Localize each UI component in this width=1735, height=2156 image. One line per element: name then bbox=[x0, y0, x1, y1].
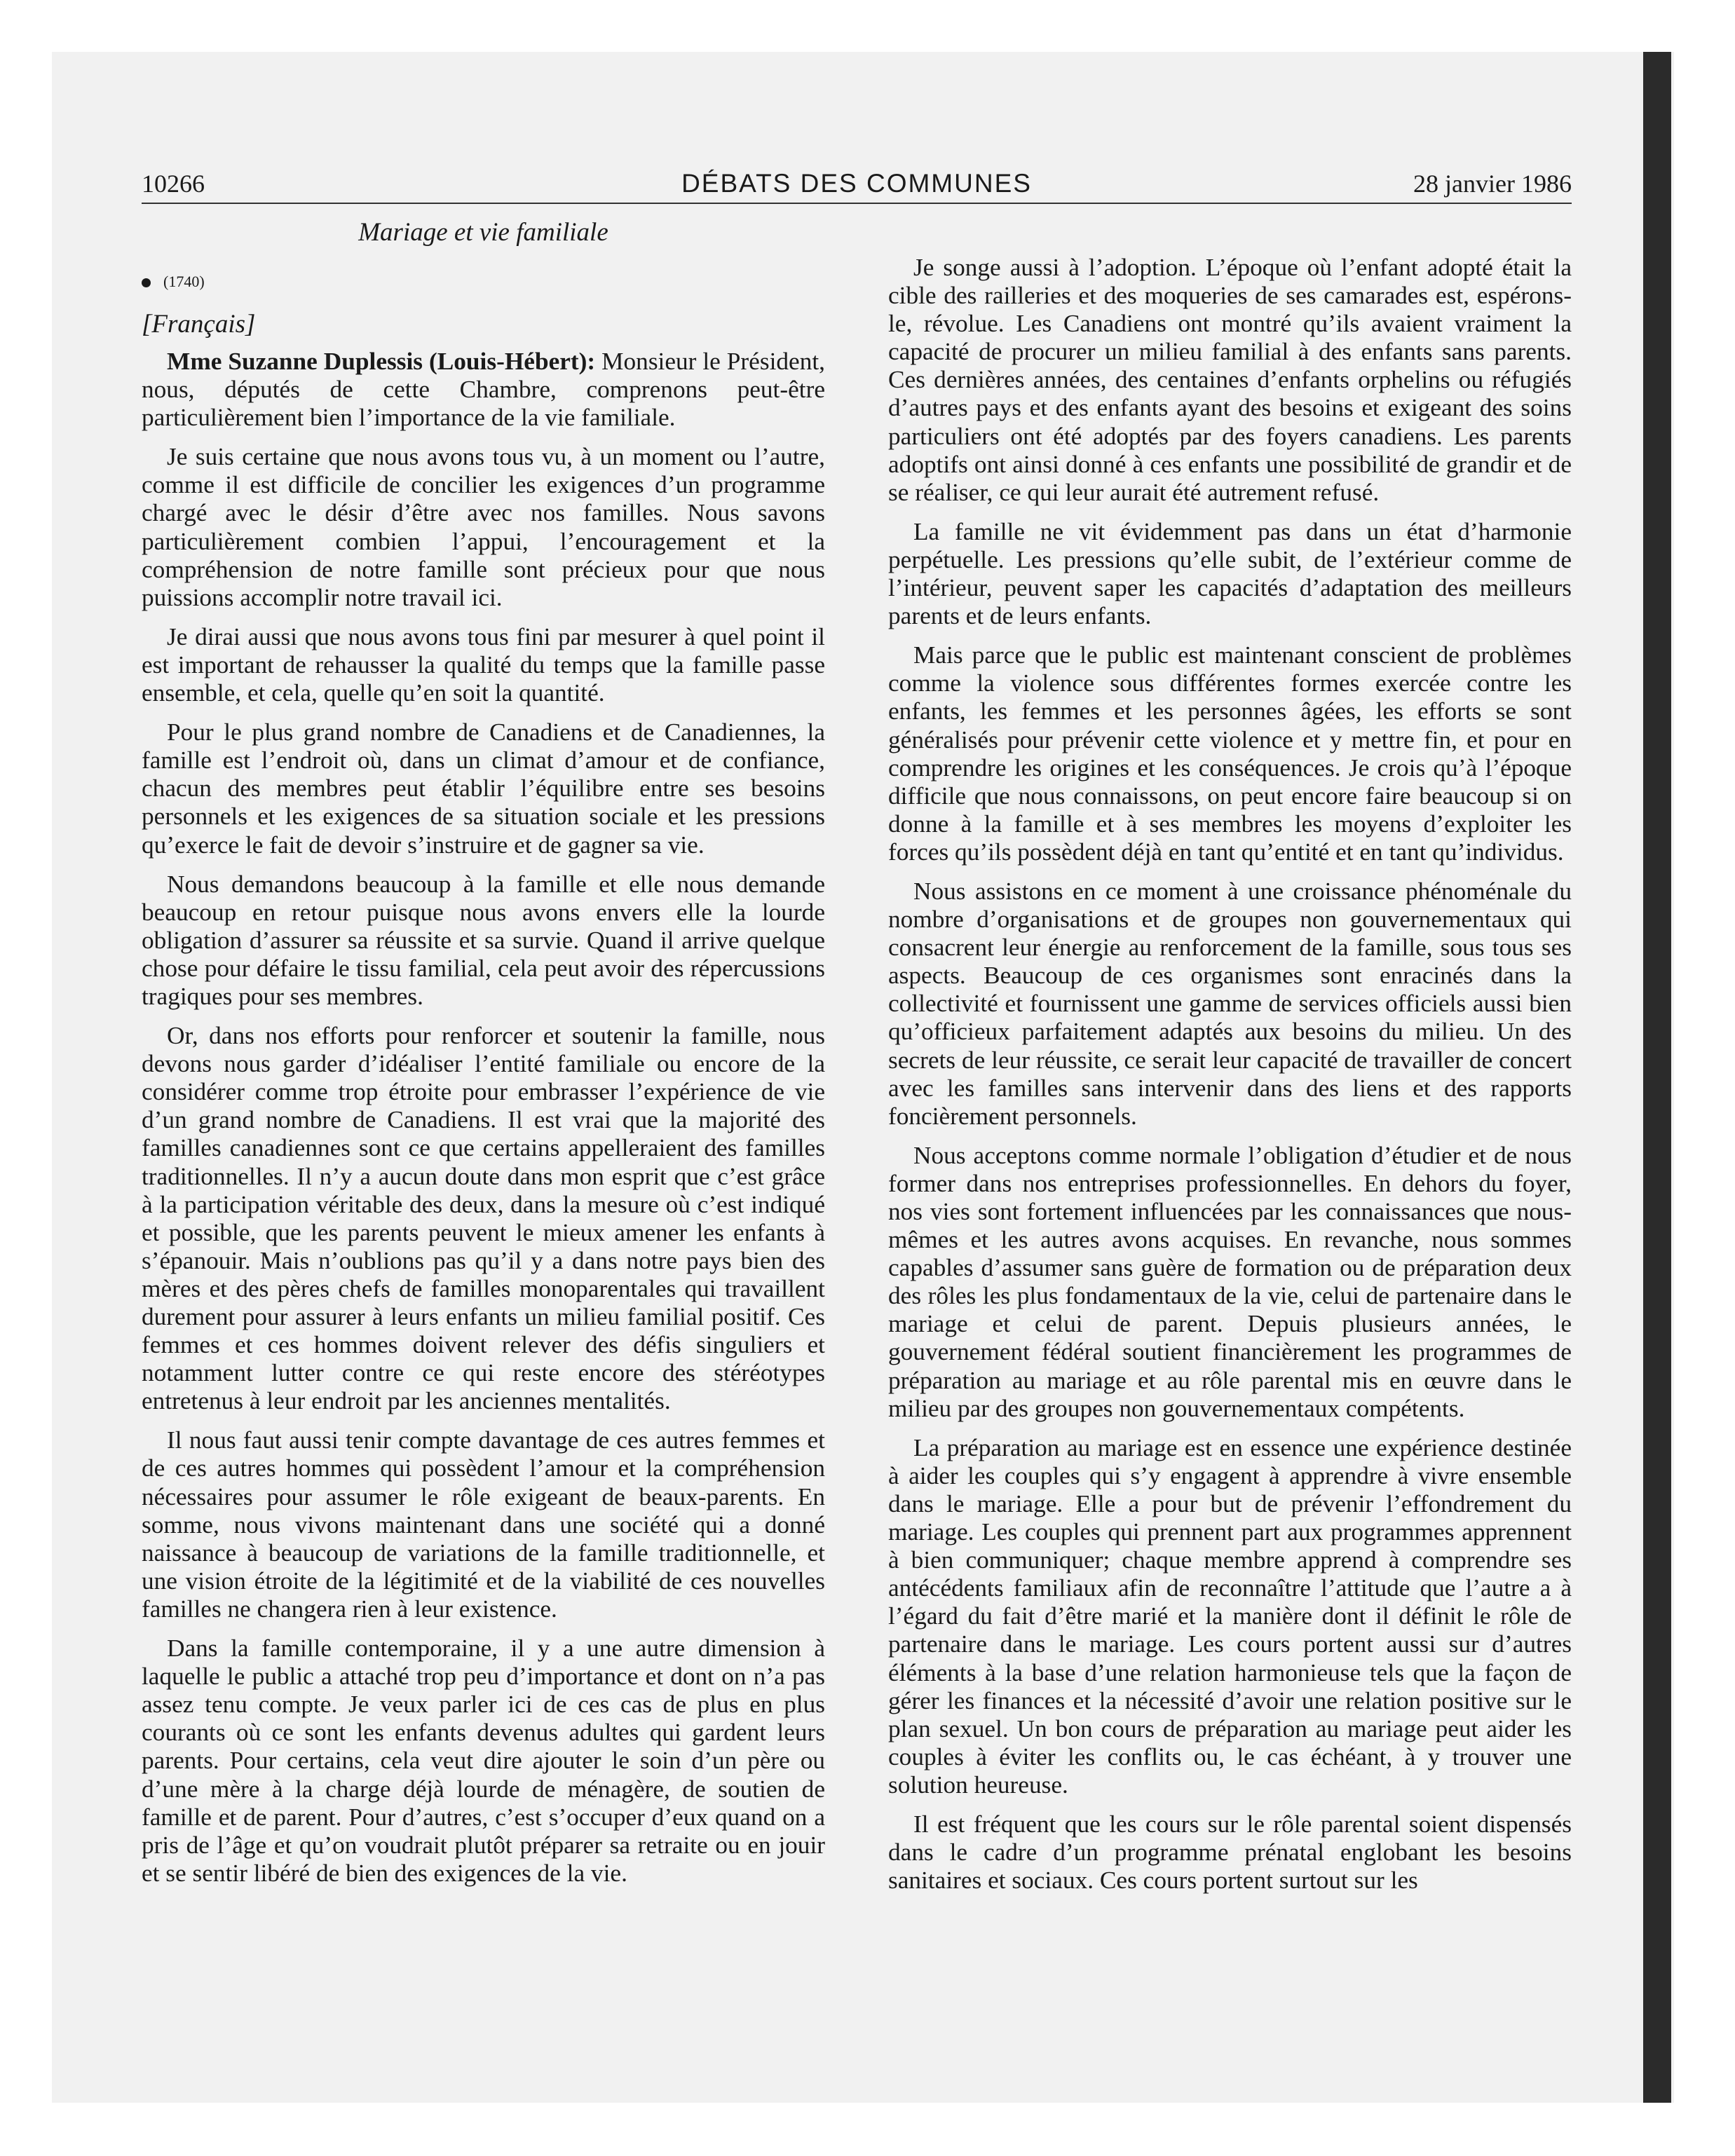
paragraph: Pour le plus grand nombre de Canadiens et de Canadiennes, la famille est l’endroit où, dans un climat d’amour et de confiance, chacun des membres peut établir l’équilibre entre ses besoins personnels et les exigences de sa situation sociale et les pressions qu’exerce le fait de devoir s’instruire et de gagner sa vie. bbox=[142, 718, 825, 859]
paragraph: Or, dans nos efforts pour renforcer et soutenir la famille, nous devons nous garder d’idéaliser l’entité familiale ou encore de la considérer comme trop étroite pour embrasser l’expérience de vie d’un grand nombre de Canadiens. Il est vrai que la majorité des familles canadiennes sont ce que certains appelleraient des familles traditionnelles. Il n’y a aucun doute dans mon esprit que c’est grâce à la participation véritable des deux, dans la mesure où c’est indiqué et possible, que les parents peuvent le mieux amener les enfants à s’épanouir. Mais n’oublions pas qu’il y a dans notre pays bien des mères et des pères chefs de familles monoparentales qui travaillent durement pour assurer à leurs enfants un milieu familial positif. Ces femmes et ces hommes doivent relever des défis singuliers et notamment lutter contre ce qui reste encore des stéréotypes entretenus à leur endroit par les anciennes mentalités. bbox=[142, 1022, 825, 1415]
paragraph: Il nous faut aussi tenir compte davantage de ces autres femmes et de ces autres hommes qui possèdent l’amour et la compréhension nécessaires pour assumer le rôle exigeant de beaux-parents. En somme, nous vivons maintenant dans une société qui a donné naissance à beaucoup de variations de la famille traditionnelle, et une vision étroite de la légitimité et de la viabilité de ces nouvelles familles ne changera rien à leur existence. bbox=[142, 1426, 825, 1623]
paragraph: Je songe aussi à l’adoption. L’époque où l’enfant adopté était la cible des railleries et des moqueries de ses camarades est, espérons-le, révolue. Les Canadiens ont montré qu’ils avaient vraiment la capacité de procurer un milieu familial à des enfants sans parents. Ces dernières années, des centaines d’enfants orphelins ou réfugiés d’autres pays et des enfants ayant des besoins et exigeant des soins particuliers ont été adoptés par des foyers canadiens. Les parents adoptifs ont ainsi donné à ces enfants une possibilité de grandir et de se réaliser, ce qui leur aurait été autrement refusé. bbox=[888, 254, 1572, 506]
paragraph: Mais parce que le public est maintenant conscient de problèmes comme la violence sous différentes formes exercée contre les enfants, les femmes et les personnes âgées, les efforts se sont généralisés pour prévenir cette violence et y mettre fin, et pour en comprendre les origines et les conséquences. Je crois qu’à l’époque difficile que nous connaissons, on peut encore faire beaucoup si on donne à la famille et à ses membres les moyens d’exploiter les forces qu’ils possèdent déjà en tant qu’entité et en tant qu’individus. bbox=[888, 641, 1572, 866]
speaker-name: Mme Suzanne Duplessis (Louis-Hébert): bbox=[167, 348, 596, 375]
page-header bbox=[142, 163, 1572, 205]
right-column bbox=[888, 254, 1572, 1906]
timestamp-marker bbox=[142, 268, 825, 296]
language-marker: [Français] bbox=[142, 310, 256, 339]
paragraph: Dans la famille contemporaine, il y a une autre dimension à laquelle le public a attaché trop peu d’importance et dont on n’a pas assez tenu compte. Je veux parler ici de ces cas de plus en plus courants où ce sont les enfants devenus adultes qui gardent leurs parents. Pour certains, cela veut dire ajouter le soin d’un père ou d’une mère à la charge déjà lourde de ménagère, de soutien de famille et de parent. Pour d’autres, c’est s’occuper d’eux quand on a pris de l’âge et qu’on voudrait plutôt préparer sa retraite ou en jouir et se sentir libéré de bien des exigences de la vie. bbox=[142, 1635, 825, 1887]
journal-title: DÉBATS DES COMMUNES bbox=[681, 169, 1032, 198]
paragraph: Il est fréquent que les cours sur le rôle parental soient dispensés dans le cadre d’un programme prénatal englobant les besoins sanitaires et sociaux. Ces cours portent surtout sur les bbox=[888, 1810, 1572, 1895]
scan-edge-shadow bbox=[1643, 52, 1671, 2103]
paragraph: Je suis certaine que nous avons tous vu, à un moment ou l’autre, comme il est difficile de concilier les exigences d’un programme chargé avec le désir d’être avec nos familles. Nous savons particulièrement combien l’appui, l’encouragement et la compréhension de notre famille sont précieux pour que nous puissions accomplir notre travail ici. bbox=[142, 443, 825, 611]
header-date: 28 janvier 1986 bbox=[1413, 170, 1572, 198]
timestamp-text: (1740) bbox=[163, 273, 205, 290]
paragraph: Nous assistons en ce moment à une croissance phénoménale du nombre d’organisations et de groupes non gouvernementaux qui consacrent leur énergie au renforcement de la famille, sous tous ses aspects. Beaucoup de ces organismes sont enracinés dans la collectivité et fournissent une gamme de services officiels aussi bien qu’officieux parfaitement adaptés aux besoins du milieu. Un des secrets de leur réussite, ce serait leur capacité de travailler de concert avec les familles sans intervenir dans des liens et des rapports foncièrement personnels. bbox=[888, 877, 1572, 1130]
section-heading: Mariage et vie familiale bbox=[358, 218, 608, 247]
first-paragraph bbox=[142, 348, 825, 432]
page-number: 10266 bbox=[142, 170, 205, 198]
left-column bbox=[142, 212, 825, 1899]
bullet-dot-icon bbox=[142, 278, 151, 287]
paragraph: Nous acceptons comme normale l’obligation d’étudier et de nous former dans nos entreprises professionnelles. En dehors du foyer, nos vies sont fortement influencées par les connaissances que nous-mêmes et les autres avons acquises. En revanche, nous sommes capables d’assumer sans guère de formation ou de préparation deux des rôles les plus fondamentaux de la vie, celui de partenaire dans le mariage et celui de parent. Depuis plusieurs années, le gouvernement fédéral soutient financièrement les programmes de préparation au mariage et au rôle parental mis en œuvre dans le milieu par des groupes non gouvernementaux compétents. bbox=[888, 1141, 1572, 1422]
paragraph: Nous demandons beaucoup à la famille et elle nous demande beaucoup en retour puisque nous avons envers elle la lourde obligation d’assurer sa réussite et sa survie. Quand il arrive quelque chose pour défaire le tissu familial, cela peut avoir des répercussions tragiques pour ses membres. bbox=[142, 870, 825, 1010]
first-paragraph-text: Monsieur le Président, nous, députés de cette Chambre, comprenons peut-être particulièrement bien l’importance de la vie familiale. bbox=[142, 348, 825, 432]
paragraph: Je dirai aussi que nous avons tous fini par mesurer à quel point il est important de rehausser la qualité du temps que la famille passe ensemble, et cela, quelle qu’en soit la quantité. bbox=[142, 622, 825, 707]
paragraph: La préparation au mariage est en essence une expérience destinée à aider les couples qui s’y engagent à apprendre à vivre ensemble dans le mariage. Elle a pour but de prévenir l’effondrement du mariage. Les couples qui prennent part aux programmes apprennent à bien communiquer; chaque membre apprend à comprendre ses antécédents familiaux afin de reconnaître l’attitude que l’autre a à l’égard du fait d’être marié et la manière dont il définit le rôle de partenaire dans le mariage. Les cours portent aussi sur d’autres éléments à la base d’une relation harmonieuse tels que la façon de gérer les finances et la nécessité d’avoir une relation positive sur le plan sexuel. Un bon cours de préparation au mariage peut aider les couples à éviter les conflits ou, le cas échéant, à y trouver une solution heureuse. bbox=[888, 1433, 1572, 1799]
header-rule bbox=[142, 203, 1572, 204]
paragraph: La famille ne vit évidemment pas dans un état d’harmonie perpétuelle. Les pressions qu’elle subit, de l’extérieur comme de l’intérieur, peuvent saper les capacités d’adaptation des meilleurs parents et de leurs enfants. bbox=[888, 517, 1572, 630]
